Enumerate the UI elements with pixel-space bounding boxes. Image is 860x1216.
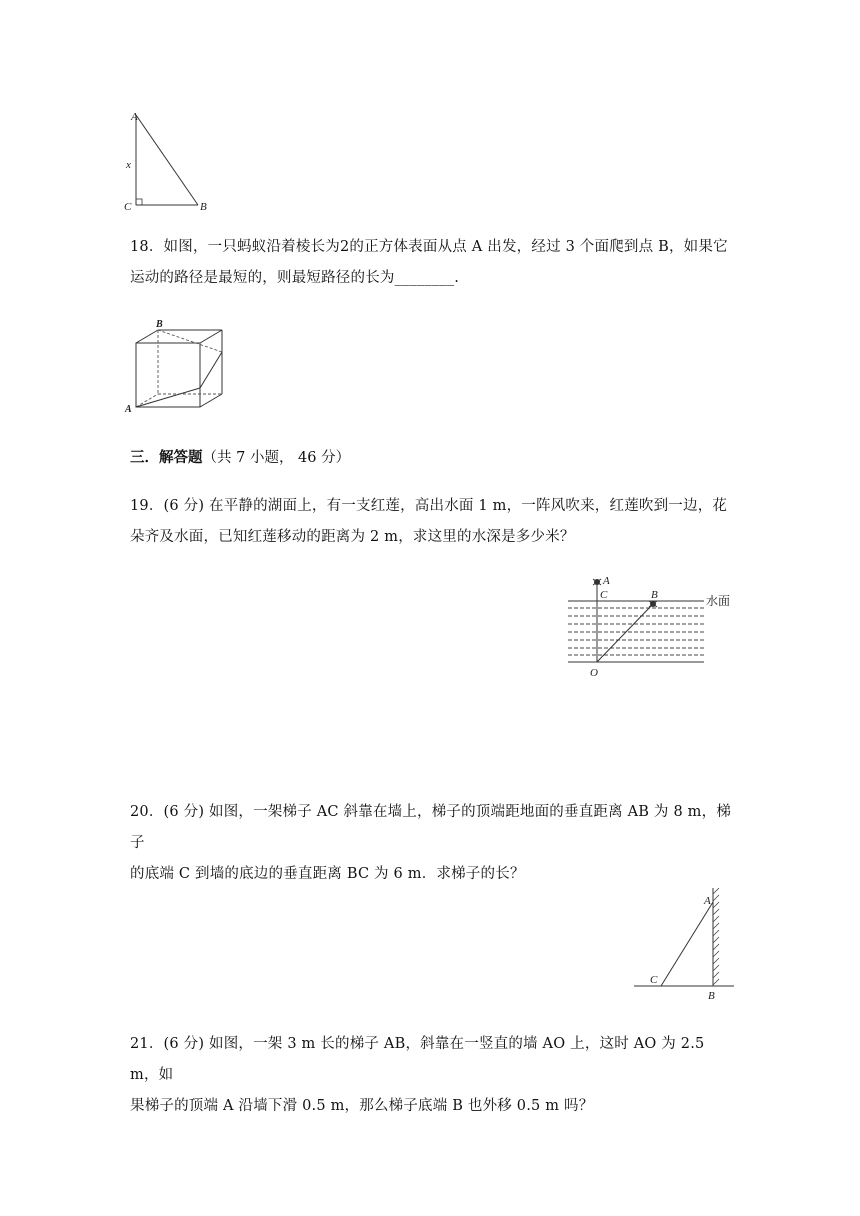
label-b: B (651, 589, 658, 601)
question-18-line1: 18．如图，一只蚂蚁沿着棱长为2的正方体表面从点 A 出发，经过 3 个面爬到点 B，如果它 (130, 239, 728, 255)
label-a: A (125, 404, 132, 415)
label-b: B (156, 319, 163, 330)
question-18-line2: 运动的路径是最短的，则最短路径的长为________. (130, 270, 460, 286)
section-3-suffix: （共 7 小题， 46 分） (202, 450, 351, 466)
question-19-line1: 19．(6 分) 在平静的湖面上，有一支红莲，高出水面 1 m，一阵风吹来，红莲吹到一边，花 (130, 498, 728, 514)
section-3-heading (130, 444, 350, 472)
question-20 (130, 797, 736, 890)
section-3-title: 三．解答题 (130, 449, 203, 466)
question-18 (130, 232, 736, 294)
lotus-flower-icon (593, 579, 601, 585)
label-a: A (704, 895, 711, 907)
label-a: A (603, 575, 610, 587)
label-b: B (200, 201, 207, 213)
question-20-line1: 20．(6 分) 如图，一架梯子 AC 斜靠在墙上，梯子的顶端距地面的垂直距离 AB 为 8 m，梯子 (130, 804, 732, 851)
label-b: B (708, 990, 715, 1002)
question-19-line2: 朵齐及水面，已知红莲移动的距离为 2 m，求这里的水深是多少米？ (130, 529, 575, 545)
question-20-line2: 的底端 C 到墙的底边的垂直距离 BC 为 6 m．求梯子的长？ (130, 866, 525, 882)
label-a: A (131, 111, 138, 123)
label-water-surface: 水面 (706, 594, 731, 608)
triangle-abc-figure (118, 106, 218, 218)
lotus-flower-icon (649, 601, 657, 607)
question-21 (130, 1029, 736, 1122)
question-21-line2: 果梯子的顶端 A 沿墙下滑 0.5 m，那么梯子底端 B 也外移 0.5 m 吗？ (130, 1098, 594, 1114)
label-o: O (590, 667, 598, 679)
lake-lotus-figure (560, 574, 760, 684)
label-c: C (600, 589, 608, 601)
label-c: C (650, 974, 658, 986)
ladder-wall-figure (628, 882, 742, 1002)
label-x: x (126, 159, 131, 171)
question-21-line1: 21．(6 分) 如图，一架 3 m 长的梯子 AB，斜靠在一竖直的墙 AO 上，这时 AO 为 2.5 m，如 (130, 1036, 705, 1083)
cube-figure (122, 318, 232, 418)
label-c: C (124, 201, 132, 213)
question-19 (130, 491, 736, 553)
